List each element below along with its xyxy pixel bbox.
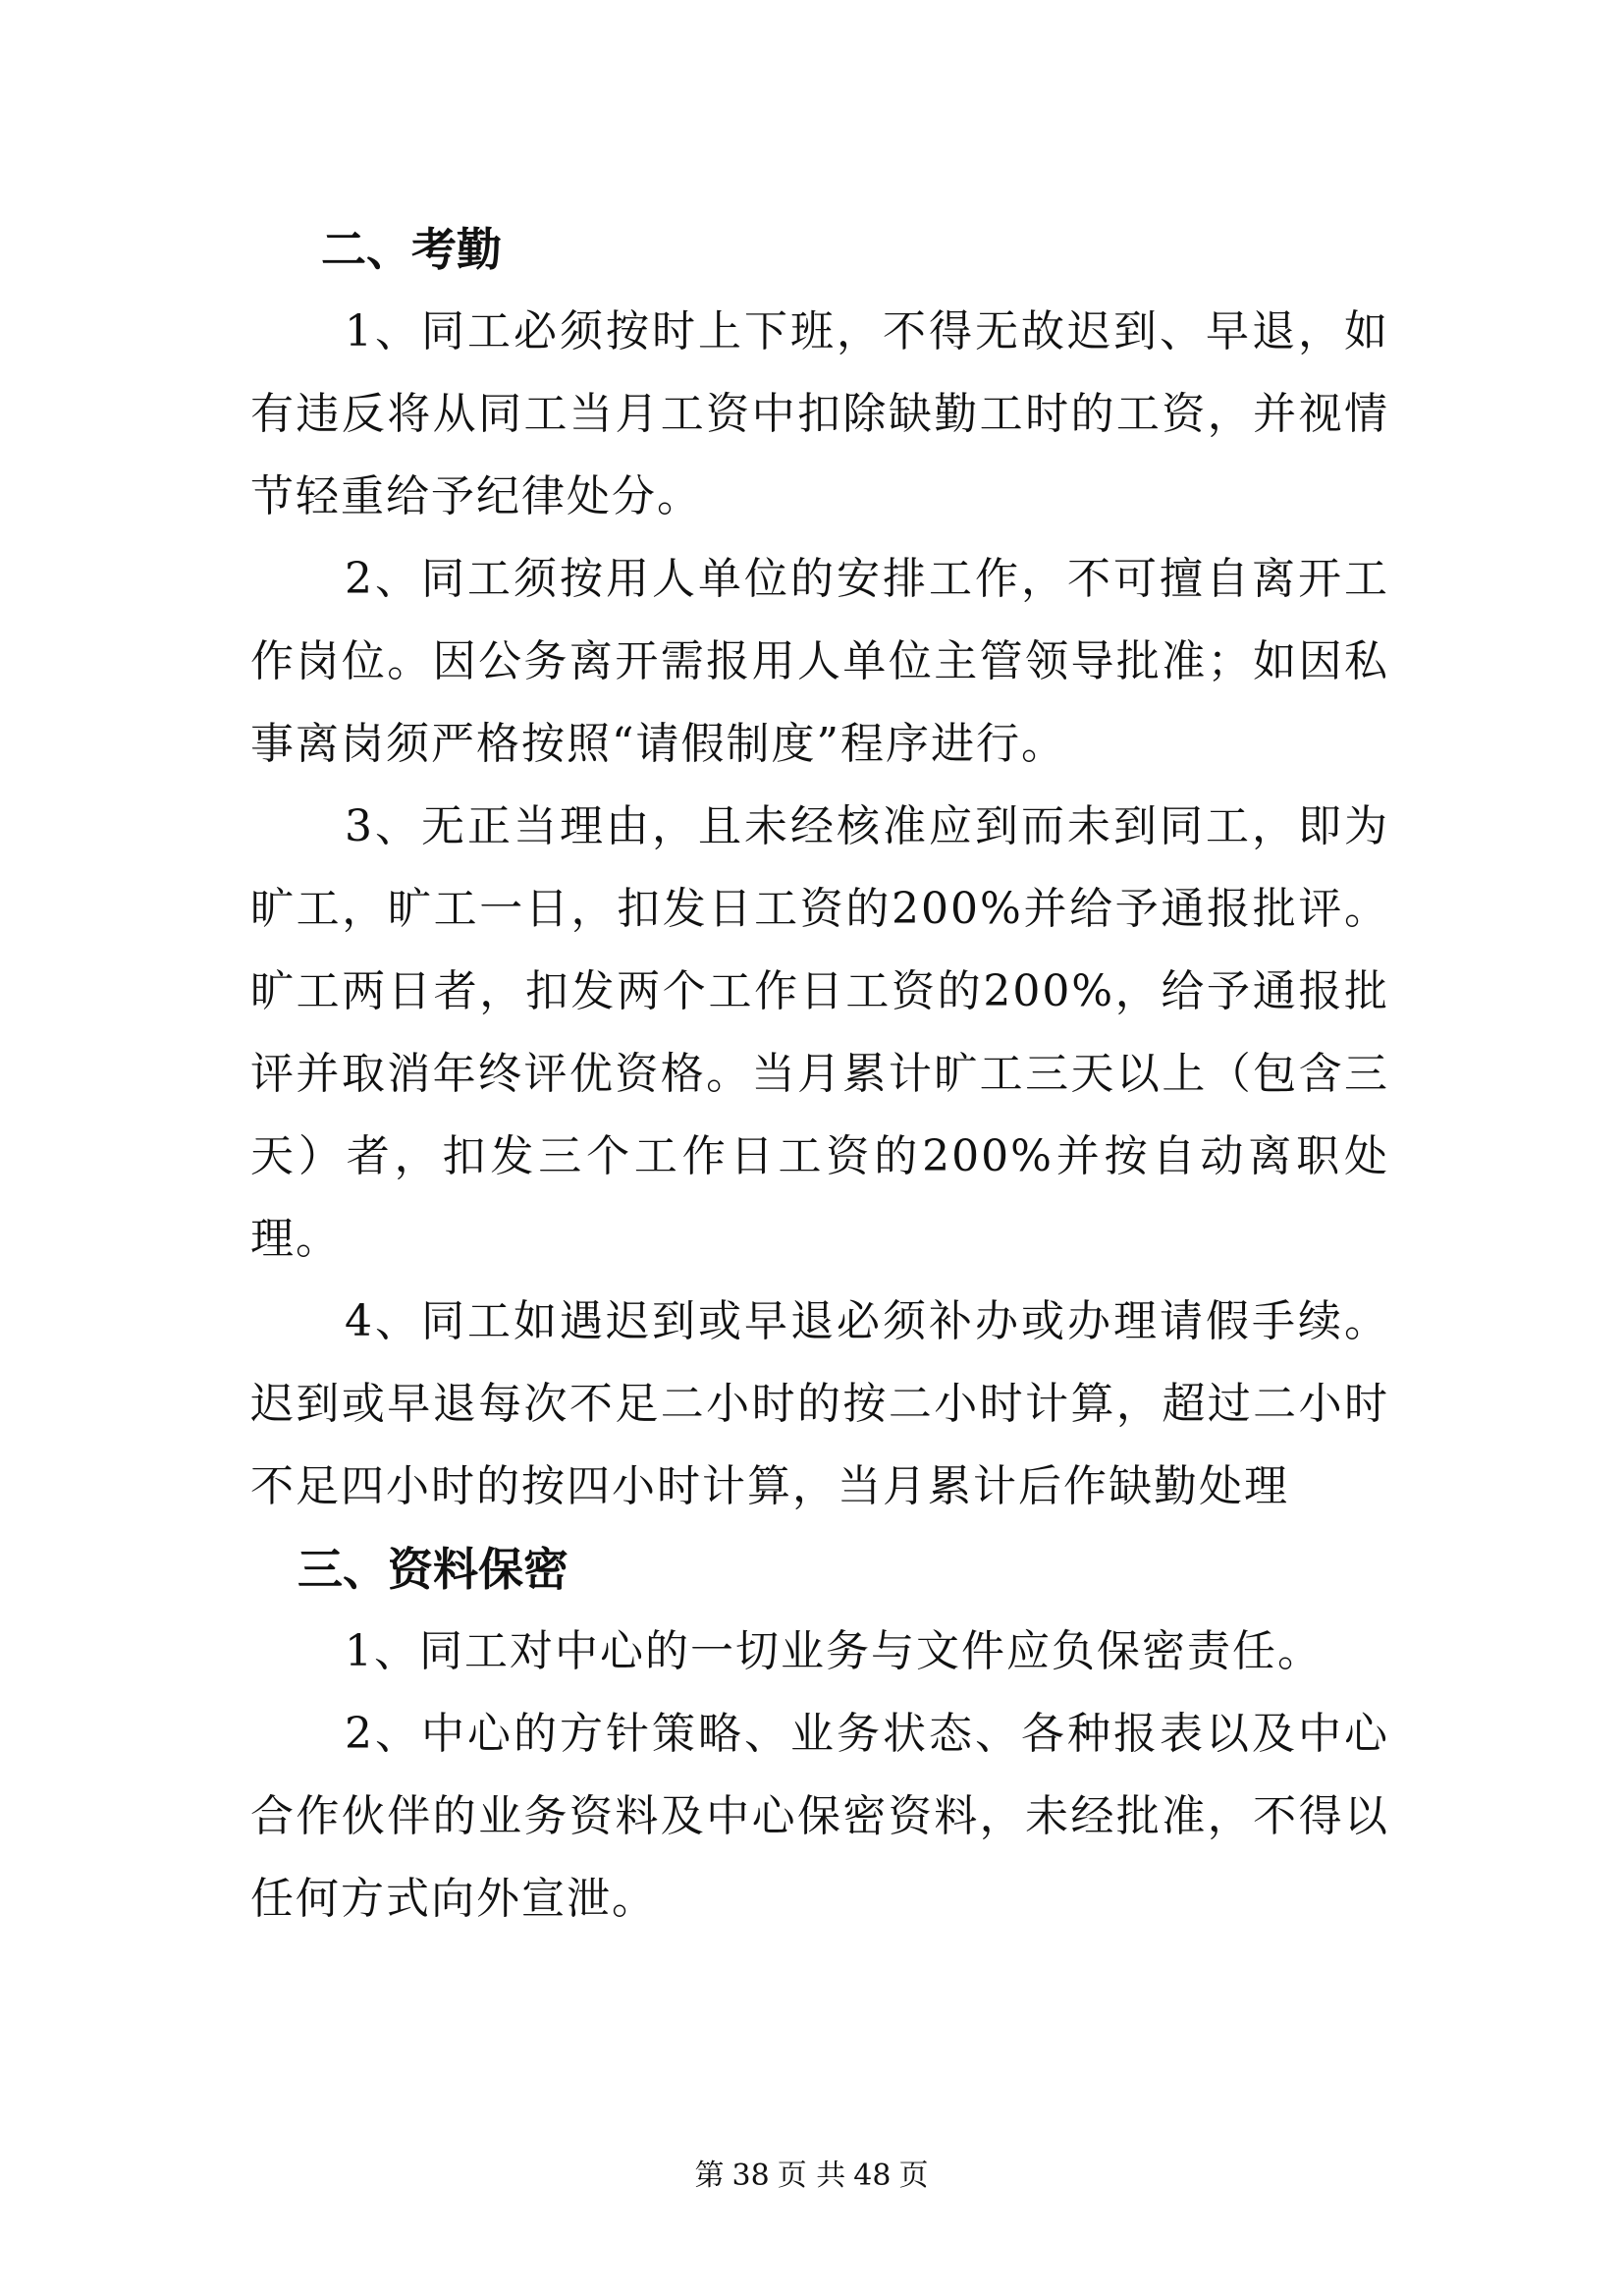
confidentiality-item-1: 1、同工对中心的一切业务与文件应负保密责任。 — [345, 1626, 1323, 1676]
attendance-item-3: 3、无正当理由，且未经核准应到而未到同工，即为旷工，旷工一日，扣发日工资的200%并给予通报批评。旷工两日者，扣发两个工作日工资的200%，给予通报批评并取消年终评优资格。当月累计旷工三天以上（包含三天）者，扣发三个工作日工资的200%并按自动离职处理。 — [250, 801, 1389, 1264]
confidentiality-item-2: 2、中心的方针策略、业务状态、各种报表以及中心合作伙伴的业务资料及中心保密资料，未经批准，不得以任何方式向外宣泄。 — [250, 1709, 1389, 1924]
footer-current-page: 38 — [731, 2159, 770, 2193]
page-content — [250, 208, 1389, 1941]
attendance-item-1: 1、同工必须按时上下班，不得无故迟到、早退，如有违反将从同工当月工资中扣除缺勤工时的工资，并视情节轻重给予纪律处分。 — [250, 306, 1389, 521]
attendance-item-2: 2、同工须按用人单位的安排工作，不可擅自离开工作岗位。因公务离开需报用人单位主管领导批准；如因私事离岗须严格按照“请假制度”程序进行。 — [250, 554, 1389, 769]
section-heading-attendance: 二、考勤 — [321, 223, 502, 276]
page-footer — [0, 2151, 1623, 2194]
section-heading-confidentiality: 三、资料保密 — [298, 1543, 568, 1596]
footer-prefix: 第 — [694, 2159, 725, 2193]
attendance-item-4: 4、同工如遇迟到或早退必须补办或办理请假手续。迟到或早退每次不足二小时的按二小时计算，超过二小时不足四小时的按四小时计算，当月累计后作缺勤处理 — [250, 1296, 1389, 1511]
footer-suffix: 页 — [898, 2159, 929, 2193]
footer-total-pages: 48 — [853, 2159, 892, 2193]
footer-middle: 页 共 — [777, 2159, 846, 2193]
